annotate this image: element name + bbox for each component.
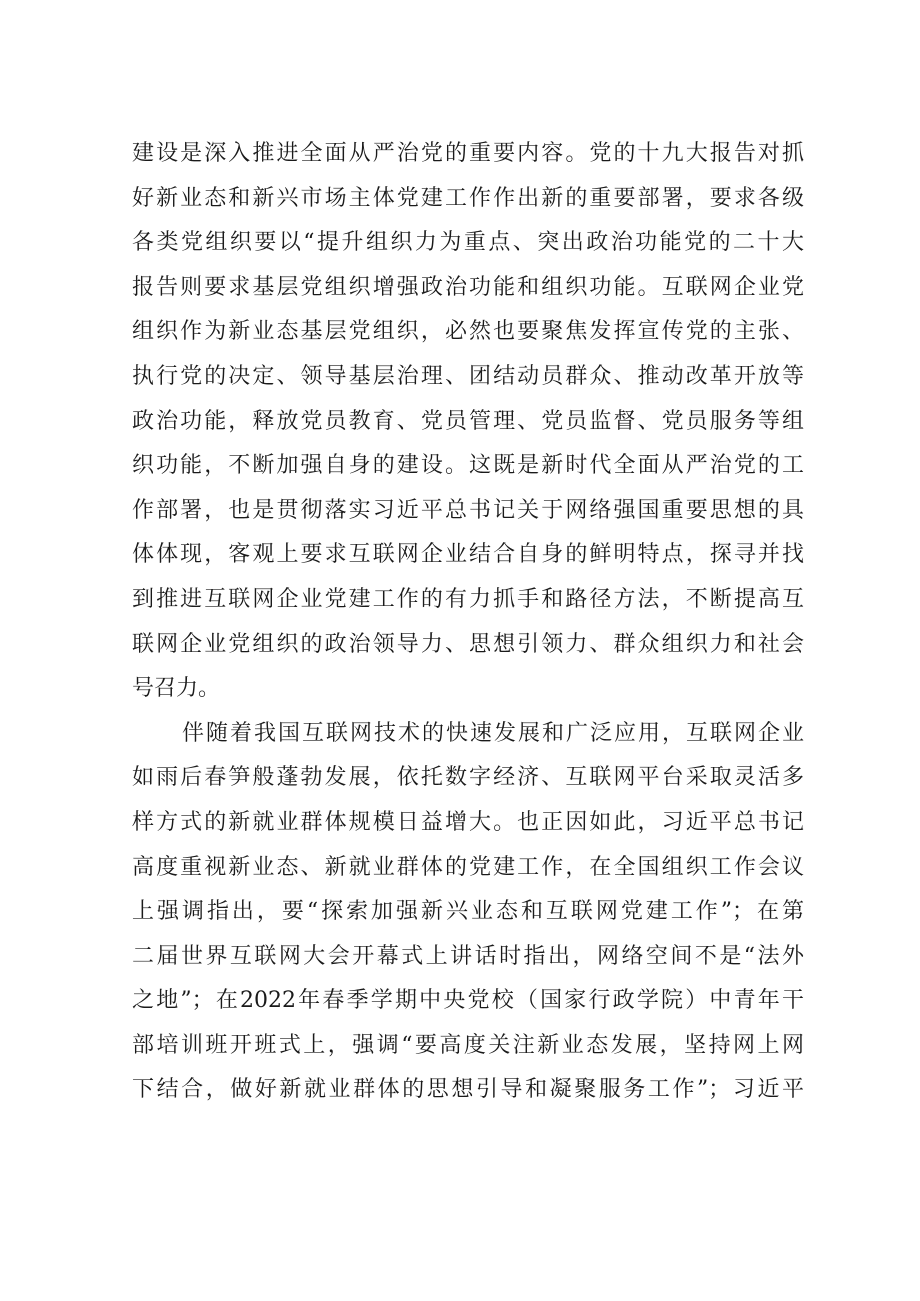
paragraph-1 <box>132 132 804 712</box>
text-line: 如雨后春笋般蓬勃发展，依托数字经济、互联网平台采取灵活多 <box>132 765 804 791</box>
text-line: 组织作为新业态基层党组织，必然也要聚焦发挥宣传党的主张、 <box>132 319 804 345</box>
text-line: 执行党的决定、领导基层治理、团结动员群众、推动改革开放等 <box>132 363 804 389</box>
text-line: 高度重视新业态、新就业群体的党建工作，在全国组织工作会议 <box>132 854 804 880</box>
text-line: 体体现，客观上要求互联网企业结合自身的鲜明特点，探寻并找 <box>132 542 804 568</box>
text-line: 各类党组织要以“提升组织力为重点、突出政治功能党的二十大 <box>132 230 804 256</box>
text-line: 织功能，不断加强自身的建设。这既是新时代全面从严治党的工 <box>132 453 804 479</box>
text-line: 样方式的新就业群体规模日益增大。也正因如此，习近平总书记 <box>132 809 804 835</box>
text-line: 联网企业党组织的政治领导力、思想引领力、群众组织力和社会 <box>132 631 804 657</box>
text-line: 报告则要求基层党组织增强政治功能和组织功能。互联网企业党 <box>132 274 804 300</box>
text-line: 下结合，做好新就业群体的思想引导和凝聚服务工作”；习近平 <box>132 1077 804 1103</box>
text-line: 上强调指出，要“探索加强新兴业态和互联网党建工作”；在第 <box>132 899 804 925</box>
text-line: 好新业态和新兴市场主体党建工作作出新的重要部署，要求各级 <box>132 185 804 211</box>
text-line: 建设是深入推进全面从严治党的重要内容。党的十九大报告对抓 <box>132 141 804 166</box>
text-line: 作部署，也是贯彻落实习近平总书记关于网络强国重要思想的具 <box>132 497 804 523</box>
paragraph-2 <box>132 712 804 1113</box>
text-line: 号召力。 <box>132 676 221 702</box>
text-line: 部培训班开班式上，强调“要高度关注新业态发展，坚持网上网 <box>132 1032 804 1058</box>
text-line: 伴随着我国互联网技术的快速发展和广泛应用，互联网企业 <box>182 720 804 746</box>
text-line: 政治功能，释放党员教育、党员管理、党员监督、党员服务等组 <box>132 408 804 434</box>
text-line: 二届世界互联网大会开幕式上讲话时指出，网络空间不是“法外 <box>132 943 804 969</box>
text-line: 到推进互联网企业党建工作的有力抓手和路径方法，不断提高互 <box>132 586 804 612</box>
body-text <box>132 132 804 1113</box>
text-line: 之地”；在2022年春季学期中央党校（国家行政学院）中青年干 <box>132 988 804 1014</box>
